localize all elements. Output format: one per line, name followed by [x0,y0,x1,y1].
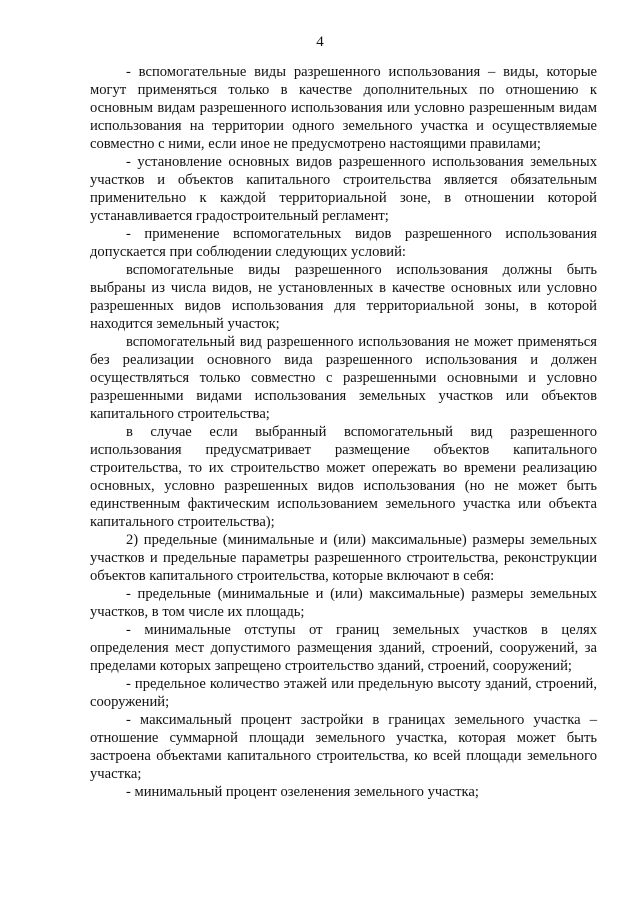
paragraph-auxiliary-uses-definition: - вспомогательные виды разрешенного использования – виды, которые могут применяться только в качестве дополнительных по отношению к основным видам разрешенного использования или условно разрешенным видам использования на территории одного земельного участка и осуществляемые совместно с ними, если иное не предусмотрено настоящими правилами; [90,64,597,152]
paragraph-main-uses-requirement: - установление основных видов разрешенного использования земельных участков и объектов капитального строительства является обязательным применительно к каждой территориальной зоне, в отношении которой устанавливается градостроительный регламент; [90,154,597,224]
paragraph-limit-parameters-intro: 2) предельные (минимальные и (или) максимальные) размеры земельных участков и предельные параметры разрешенного строительства, реконструкции объектов капитального строительства, которые включают в себя: [90,532,597,584]
paragraph-plot-sizes: - предельные (минимальные и (или) максимальные) размеры земельных участков, в том числе их площадь; [90,586,597,620]
paragraph-condition-selection: вспомогательные виды разрешенного использования должны быть выбраны из числа видов, не установленных в качестве основных или условно разрешенных видов использования для территориальной зоны, в которой находится земельный участок; [90,262,597,332]
paragraph-min-greenery: - минимальный процент озеленения земельного участка; [126,784,479,800]
paragraph-min-setbacks: - минимальные отступы от границ земельных участков в целях определения мест допустимого размещения зданий, строений, сооружений, за пределами которых запрещено строительство зданий, строений, сооружений; [90,622,597,674]
paragraph-condition-joint-use: вспомогательный вид разрешенного использования не может применяться без реализации основного вида разрешенного использования и должен осуществляться только совместно с разрешенными основными и условно разрешенными видами использования земельных участков или объектов капитального строительства; [90,334,597,422]
page-number: 4 [316,34,324,50]
paragraph-auxiliary-conditions-intro: - применение вспомогательных видов разрешенного использования допускается при соблюдении следующих условий: [90,226,597,260]
paragraph-floors-height: - предельное количество этажей или предельную высоту зданий, строений, сооружений; [90,676,597,710]
paragraph-max-coverage: - максимальный процент застройки в границах земельного участка – отношение суммарной площади земельного участка, которая может быть застроена объектами капитального строительства, ко всей площади земельного участка; [90,712,597,782]
document-body [90,63,597,801]
paragraph-condition-construction: в случае если выбранный вспомогательный вид разрешенного использования предусматривает размещение объектов капитального строительства, то их строительство может опережать во времени реализацию основных, условно разрешенных видов использования (но не может быть единственным фактическим использованием земельного участка или объекта капитального строительства); [90,424,597,530]
